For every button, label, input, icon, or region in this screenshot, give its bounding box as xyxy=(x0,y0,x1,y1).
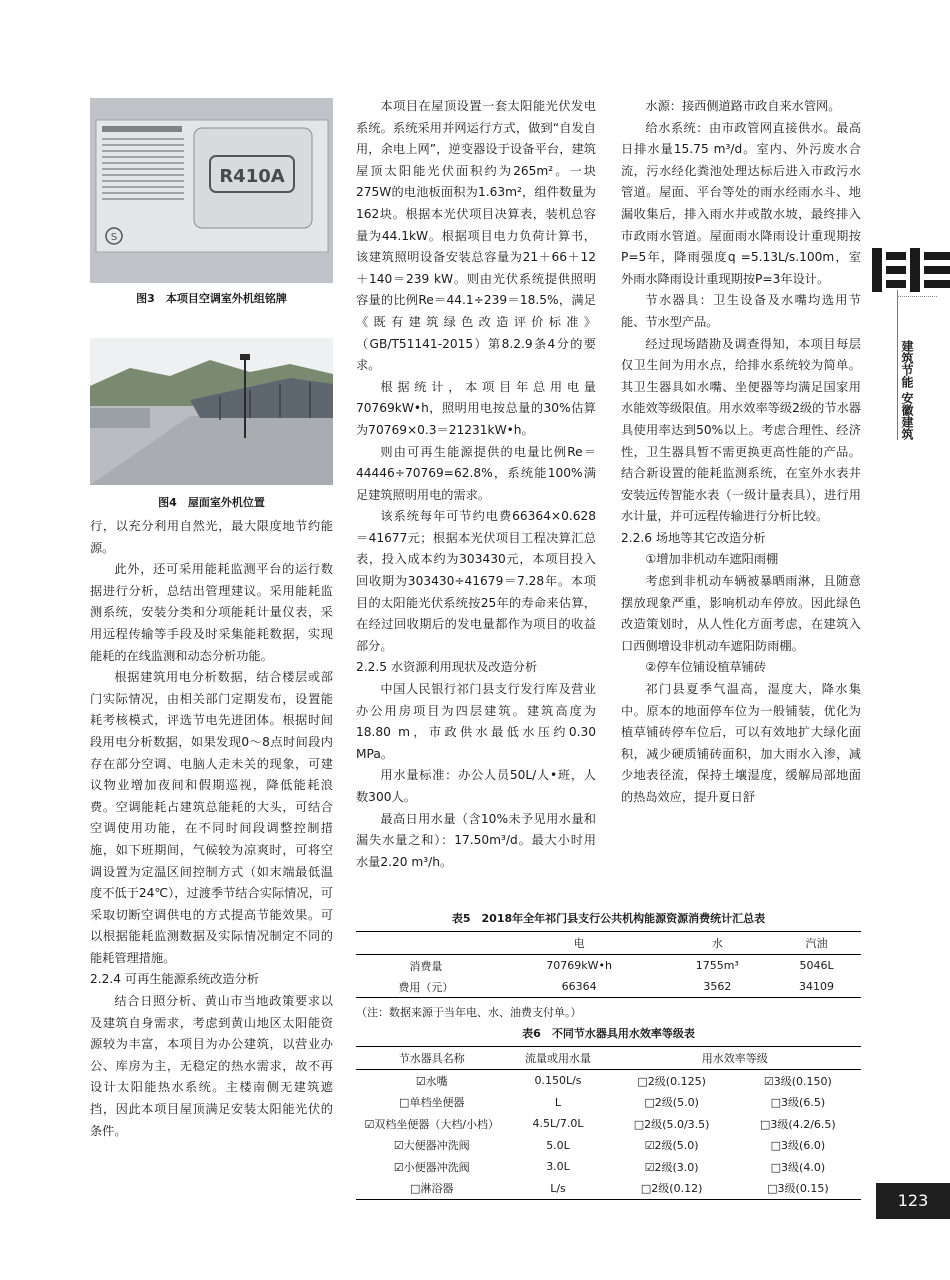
table-row xyxy=(356,1092,861,1114)
table-cell: □3级(4.2/6.5) xyxy=(760,1117,836,1131)
section-heading: 2.2.4 可再生能源系统改造分析 xyxy=(90,972,259,987)
table-5 xyxy=(356,931,861,998)
table-5-caption: 表5 2018年全年祁门县支行公共机构能源资源消费统计汇总表 xyxy=(451,912,766,925)
table-cell: 70769kW•h xyxy=(546,959,612,972)
paragraph: 用水量标准：办公人员50L/人•班，人数300人。 xyxy=(356,768,596,804)
figure-4-photo xyxy=(90,338,333,485)
table-cell: ☑水嘴 xyxy=(415,1074,448,1088)
paragraph: 行，以充分利用自然光，最大限度地节约能源。 xyxy=(90,519,333,555)
table-cell: 消费量 xyxy=(409,959,443,973)
table-cell: 5046L xyxy=(799,959,834,972)
section-title: 建筑节能 安徽建筑 xyxy=(900,340,914,441)
table-cell: 34109 xyxy=(799,980,835,993)
header-cell: 用水效率等级 xyxy=(609,1047,862,1070)
table-cell: ☑小便器冲洗阀 xyxy=(393,1160,470,1174)
table-cell: 3.0L xyxy=(546,1160,570,1174)
table-cell: L xyxy=(554,1095,562,1109)
header-cell xyxy=(356,932,496,955)
table-cell: L/s xyxy=(550,1181,566,1195)
table-cell: ☑双档坐便器（大档/小档） xyxy=(364,1117,500,1131)
paragraph: 此外，还可采用能耗监测平台的运行数据进行分析，总结出管理建议。采用能耗监测系统，安装分类和分项能耗计量仪表，采用远程传输等手段及时采集能耗数据，实现能耗的在线监测和动态分析功能。 xyxy=(90,562,333,663)
table-cell: □3级(6.0) xyxy=(770,1139,826,1153)
subheading: ①增加非机动车遮阳雨棚 xyxy=(645,552,779,567)
side-dotted-rule xyxy=(897,296,937,297)
table-cell: ☑2级(5.0) xyxy=(644,1139,699,1153)
table-cell: 3562 xyxy=(703,980,732,993)
table-5-note: （注：数据来源于当年电、水、油费支付单。） xyxy=(356,1006,582,1019)
table-cell: 66364 xyxy=(561,980,597,993)
paragraph: 根据统计，本项目年总用电量70769kW•h，照明用电按总量的30%估算为70769×0.3＝21231kW•h。 xyxy=(356,379,596,437)
header-cell: 节水器具名称 xyxy=(356,1047,508,1070)
table-cell: □单档坐便器 xyxy=(399,1096,465,1110)
safety-mark: S xyxy=(110,232,118,243)
text-column-3 xyxy=(621,96,861,809)
table-cell: □2级(5.0) xyxy=(644,1096,699,1110)
text-column-2 xyxy=(356,96,596,873)
table-row xyxy=(356,1135,861,1157)
header-cell: 流量或用水量 xyxy=(508,1047,609,1070)
table-cell: □淋浴器 xyxy=(410,1182,454,1196)
refrigerant-badge: R410A xyxy=(219,166,285,187)
paragraph: 给水系统：由市政管网直接供水。最高日排水量15.75 m³/d。室内、外污废水合流，污水经化粪池处理达标后进入市政污水管道。屋面、平台等处的雨水经雨水斗、地漏收集后，排入雨水井或散水坡，最终排入市政雨水管道。屋面雨水降雨设计重现期按P=5年，降雨强度q =5.13L/s.100m，室外雨水降雨设计重现期按P=3年设计。 xyxy=(621,120,861,286)
paragraph: 则由可再生能源提供的电量比例Re＝44446÷70769=62.8%，系统能100%满足建筑照明用电的需求。 xyxy=(356,444,596,502)
header-cell: 汽油 xyxy=(772,932,861,955)
table-cell: □2级(5.0/3.5) xyxy=(633,1117,710,1131)
table-row xyxy=(356,1156,861,1178)
paragraph: 水源：接西侧道路市政自来水管网。 xyxy=(645,99,841,113)
paragraph: 该系统每年可节约电费66364×0.628＝41677元；根据本光伏项目工程决算汇总表，投入成本约为303430元，本项目投入回收期为303430÷41679＝7.28年。本项目的太阳能光伏系统按25年的寿命来估算，在经过回收期后的发电量都作为项目的收益部分。 xyxy=(356,509,596,653)
table-cell: □3级(6.5) xyxy=(770,1096,826,1110)
table-6-caption: 表6 不同节水器具用水效率等级表 xyxy=(522,1027,695,1040)
table-cell: 4.5L/7.0L xyxy=(532,1117,584,1131)
text-column-1 xyxy=(90,516,333,1142)
table-header-row xyxy=(356,932,861,955)
table-cell: 0.150L/s xyxy=(534,1074,582,1088)
table-cell: ☑2级(3.0) xyxy=(644,1160,699,1174)
paragraph: 根据建筑用电分析数据，结合楼层或部门实际情况，由相关部门定期发布，设置能耗考核模式，评选节电先进团体。根据时间段用电分析数据，如果发现0～8点时间段内存在部分空调、电脑人走未关的现象，可建议物业增加夜间和假期巡视，降低能耗浪费。空调能耗占建筑总能耗的大头，可结合空调使用功能，在不同时间段调整控制措施，如下班期间，气候较为凉爽时，可将空调设置为定温区间控制方式（如末端最低温度不低于24℃），过渡季节结合实际情况，可采取切断空调供电的方式提高节能效果。可以根据能耗监测数据及实际情况制定不同的能耗管理措施。 xyxy=(90,670,333,965)
table-row xyxy=(356,1178,861,1200)
paragraph: 经过现场踏勘及调查得知，本项目每层仅卫生间为用水点，给排水系统较为简单。其卫生器具如水嘴、坐便器等均满足国家用水能效等级限值。用水效率等级2级的节水器具使用率达到50%以上。考虑合理性、经济性，卫生器具暂不需更换更高性能的产品。结合新设置的能耗监测系统，在室外水表井安装远传智能水表（一级计量表具），进行用水计量，并可远程传输进行分析比较。 xyxy=(621,336,861,524)
section-logo-graphic xyxy=(872,248,950,292)
table-cell: 1755m³ xyxy=(695,959,739,972)
table-cell: 5.0L xyxy=(546,1138,570,1152)
subheading: ②停车位铺设植草铺砖 xyxy=(645,660,767,675)
table-cell: □2级(0.125) xyxy=(637,1074,706,1088)
table-cell: ☑大便器冲洗阀 xyxy=(393,1139,470,1153)
paragraph: 节水器具：卫生设备及水嘴均选用节能、节水型产品。 xyxy=(621,293,861,329)
figure-3-photo xyxy=(90,98,333,283)
table-cell: ☑3级(0.150) xyxy=(763,1074,832,1088)
page-number: 123 xyxy=(876,1183,950,1219)
figure-3-caption: 图3 本项目空调室外机组铭牌 xyxy=(136,292,287,305)
table-row xyxy=(356,1113,861,1135)
header-cell: 电 xyxy=(496,932,663,955)
table-cell: 费用（元） xyxy=(398,980,454,994)
figure-4-caption: 图4 屋面室外机位置 xyxy=(158,496,265,509)
table-cell: □3级(0.15) xyxy=(767,1182,829,1196)
paragraph: 祁门县夏季气温高，湿度大，降水集中。原本的地面停车位为一般铺装，优化为植草铺砖停车位后，可以有效地扩大绿化面积，减少硬质铺砖面积，加大雨水入渗，减少地表径流，保持土壤湿度，缓解局部地面的热岛效应，提升夏日舒 xyxy=(621,682,861,804)
section-heading: 2.2.5 水资源利用现状及改造分析 xyxy=(356,660,538,675)
paragraph: 本项目在屋顶设置一套太阳能光伏发电系统。系统采用并网运行方式，做到“自发自用，余电上网”，逆变器设于设备平台，建筑屋顶太阳能光伏面积约为265m²。一块275W的电池板面积为1.63m²，组件数量为162块。根据本光伏项目决算表，装机总容量为44.1kW。根据项目电力负荷计算书，该建筑照明设备安装总容量为21＋66＋12＋140＝239 kW。则由光伏系统提供照明容量的比例Re＝44.1÷239＝18.5%，满足《既有建筑绿色改造评价标准》（GB/T51141-2015）第8.2.9条4分的要求。 xyxy=(356,99,596,373)
table-row xyxy=(356,1070,861,1092)
table-header-row xyxy=(356,1047,861,1070)
table-row xyxy=(356,976,861,998)
paragraph: 中国人民银行祁门县支行发行库及营业办公用房项目为四层建筑。建筑高度为18.80 m，市政供水最低水压约0.30 MPa。 xyxy=(356,682,596,761)
table-row xyxy=(356,955,861,977)
section-heading: 2.2.6 场地等其它改造分析 xyxy=(621,530,766,545)
paragraph: 最高日用水量（含10%未予见用水量和漏失水量之和）：17.50m³/d。最大小时用水量2.20 m³/h。 xyxy=(356,811,596,869)
table-cell: □3级(4.0) xyxy=(770,1160,826,1174)
paragraph: 考虑到非机动车辆被暴晒雨淋，且随意摆放现象严重，影响机动车停放。因此绿色改造策划时，从人性化方面考虑，在建筑入口西侧增设非机动车遮阳防雨棚。 xyxy=(621,574,861,653)
table-6 xyxy=(356,1046,861,1200)
table-cell: □2级(0.12) xyxy=(640,1182,703,1196)
header-cell: 水 xyxy=(663,932,773,955)
paragraph: 结合日照分析、黄山市当地政策要求以及建筑自身需求，考虑到黄山地区太阳能资源较为丰富，本项目为办公建筑，以营业办公、库房为主，无稳定的热水需求，故不再设计太阳能热水系统。主楼南侧无建筑遮挡，因此本项目屋顶满足安装太阳能光伏的条件。 xyxy=(90,994,333,1138)
